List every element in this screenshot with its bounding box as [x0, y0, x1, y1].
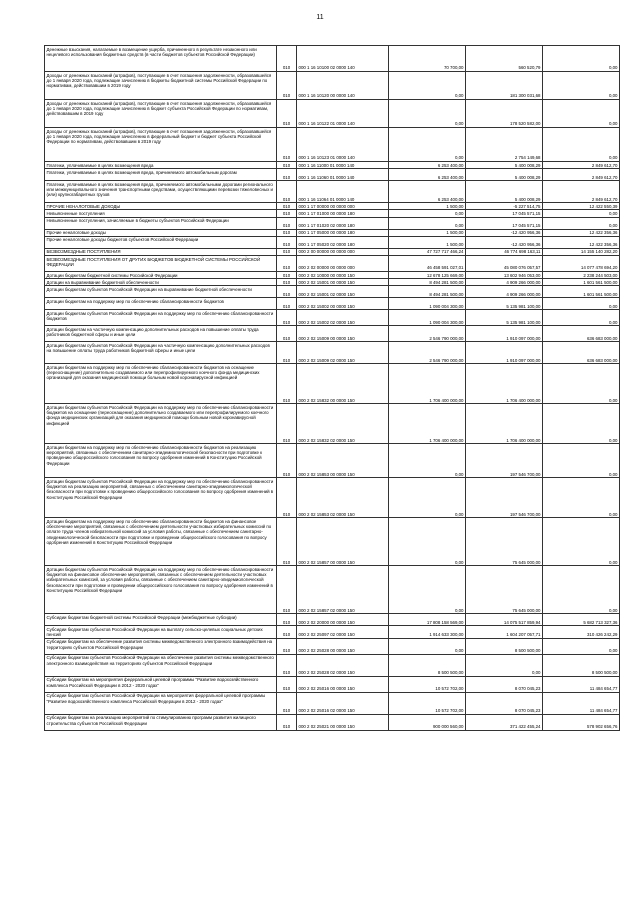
row-approved-cell: 1 090 004 300,00 — [389, 310, 466, 326]
row-kbk-cell: 000 1 16 11064 01 0000 140 — [297, 181, 389, 203]
row-name-cell: Субсидии бюджетам на мероприятия федеральной целевой программы "Развитие водохозяйственного комплекса Российской Федерации в 2012 - 2020 годах" — [45, 676, 277, 692]
table-row — [45, 229, 620, 236]
row-kbk-cell: 000 2 02 15009 00 0000 150 — [297, 326, 389, 342]
row-approved-cell: 2 546 790 000,00 — [389, 342, 466, 364]
row-approved-cell: 0,00 — [389, 72, 466, 100]
row-unexecuted-cell: 310 426 242,29 — [543, 626, 620, 638]
row-approved-cell: 1 706 400 000,00 — [389, 404, 466, 444]
row-unexecuted-cell: 0,00 — [543, 210, 620, 217]
row-code-cell: 010 — [277, 404, 297, 444]
row-executed-cell: 5 400 008,29 — [466, 181, 543, 203]
row-approved-cell: 10 572 702,00 — [389, 676, 466, 692]
row-approved-cell: 1 500,00 — [389, 229, 466, 236]
row-unexecuted-cell: 0,00 — [543, 46, 620, 72]
row-code-cell: 010 — [277, 518, 297, 566]
row-name-cell: Дотации бюджетам субъектов Российской Федерации на поддержку мер по обеспечению сбалансированности бюджетов — [45, 310, 277, 326]
row-kbk-cell: 000 2 02 15853 02 0000 150 — [297, 478, 389, 518]
row-code-cell: 010 — [277, 236, 297, 248]
row-approved-cell: 0,00 — [389, 566, 466, 614]
row-approved-cell: 8 494 281 500,00 — [389, 279, 466, 286]
row-code-cell: 010 — [277, 714, 297, 730]
table-row — [45, 203, 620, 210]
row-code-cell: 010 — [277, 256, 297, 272]
row-unexecuted-cell: 0,00 — [543, 518, 620, 566]
row-approved-cell: 0,00 — [389, 100, 466, 128]
row-code-cell: 010 — [277, 162, 297, 169]
table-row — [45, 478, 620, 518]
row-executed-cell: 4 909 266 000,00 — [466, 279, 543, 286]
row-approved-cell: 47 727 717 466,24 — [389, 248, 466, 255]
row-kbk-cell: 000 2 02 25021 00 0000 150 — [297, 714, 389, 730]
table-row — [45, 169, 620, 181]
row-unexecuted-cell: 12 422 356,36 — [543, 236, 620, 248]
row-name-cell: Прочие неналоговые доходы — [45, 229, 277, 236]
row-name-cell: Невыясненные поступления — [45, 210, 277, 217]
row-executed-cell: 8 070 045,23 — [466, 676, 543, 692]
row-code-cell: 010 — [277, 310, 297, 326]
row-unexecuted-cell: 8 500 500,00 — [543, 654, 620, 676]
row-executed-cell: 75 645 000,00 — [466, 518, 543, 566]
table-row — [45, 256, 620, 272]
row-name-cell: Дотации бюджетам на частичную компенсацию дополнительных расходов на повышение оплаты труда работников бюджетной сферы и иные цели — [45, 326, 277, 342]
table-row — [45, 342, 620, 364]
row-name-cell: Дотации бюджетам на поддержку мер по обеспечению сбалансированности бюджетов на оснащение (переоснащение) дополнительно создаваемого или перепрофилируемого коечного фонда медицинских организаций для оказания медицинской помощи больным новой коронавирусной инфекцией — [45, 364, 277, 404]
row-unexecuted-cell: 636 683 000,00 — [543, 342, 620, 364]
row-kbk-cell: 000 2 02 15857 00 0000 150 — [297, 518, 389, 566]
row-approved-cell: 0,00 — [389, 217, 466, 229]
row-approved-cell: 0,00 — [389, 128, 466, 162]
row-executed-cell: 8 500 500,00 — [466, 638, 543, 654]
row-name-cell: Дотации бюджетам субъектов Российской Федерации на частичную компенсацию дополнительных расходов на повышение оплаты труда работников бюджетной сферы и иные цели — [45, 342, 277, 364]
row-approved-cell: 70 700,00 — [389, 46, 466, 72]
row-kbk-cell: 000 2 02 15832 00 0000 150 — [297, 364, 389, 404]
row-kbk-cell: 000 2 02 15001 02 0000 150 — [297, 286, 389, 298]
row-name-cell: БЕЗВОЗМЕЗДНЫЕ ПОСТУПЛЕНИЯ ОТ ДРУГИХ БЮДЖЕТОВ БЮДЖЕТНОЙ СИСТЕМЫ РОССИЙСКОЙ ФЕДЕРАЦИИ — [45, 256, 277, 272]
table-row — [45, 272, 620, 279]
row-unexecuted-cell: 2 849 612,70 — [543, 169, 620, 181]
row-executed-cell: 45 080 076 057,57 — [466, 256, 543, 272]
row-executed-cell: 1 910 097 000,00 — [466, 326, 543, 342]
row-name-cell: Дотации на выравнивание бюджетной обеспеченности — [45, 279, 277, 286]
row-kbk-cell: 000 2 02 25016 02 0000 150 — [297, 692, 389, 714]
row-executed-cell: -12 420 956,36 — [466, 236, 543, 248]
row-kbk-cell: 000 2 02 00000 00 0000 000 — [297, 256, 389, 272]
row-approved-cell: 10 572 702,00 — [389, 692, 466, 714]
row-name-cell: Доходы от денежных взысканий (штрафов), поступающие в счет погашения задолженности, образовавшейся до 1 января 2020 года, подлежащие зачислению в бюджеты бюджетной системы Российской Федерации по нормативам, действовавшим в 2019 году — [45, 72, 277, 100]
row-approved-cell: 1 914 633 300,00 — [389, 626, 466, 638]
row-code-cell: 010 — [277, 364, 297, 404]
table-row — [45, 248, 620, 255]
row-executed-cell: 13 602 946 053,00 — [466, 272, 543, 279]
row-executed-cell: 17 045 571,15 — [466, 210, 543, 217]
row-kbk-cell: 000 1 16 10100 02 0000 140 — [297, 46, 389, 72]
row-approved-cell: 2 546 790 000,00 — [389, 326, 466, 342]
table-row — [45, 210, 620, 217]
row-unexecuted-cell: 5 682 713 327,36 — [543, 614, 620, 626]
row-unexecuted-cell: 0,00 — [543, 566, 620, 614]
row-name-cell: Невыясненные поступления, зачисляемые в бюджеты субъектов Российской Федерации — [45, 217, 277, 229]
row-unexecuted-cell: 12 422 550,39 — [543, 203, 620, 210]
table-row — [45, 444, 620, 478]
row-approved-cell: 0,00 — [389, 210, 466, 217]
row-name-cell: Платежи, уплачиваемые в целях возмещения вреда, причиняемого автомобильным дорогам — [45, 169, 277, 181]
row-name-cell: Дотации бюджетам субъектов Российской Федерации на поддержку мер по обеспечению сбалансированности бюджетов на финансовое обеспечение мероприятий, связанных с обеспечением деятельности участковых избирательных комиссий, за условия работы, связанные с обеспечением санитарно-эпидемиологической безопасности при подготовке и проведении общероссийского голосования по вопросу одобрения изменений в Конституцию Российской Федерации — [45, 566, 277, 614]
table-row — [45, 518, 620, 566]
table-row — [45, 638, 620, 654]
row-approved-cell: 1 500,00 — [389, 203, 466, 210]
row-executed-cell: 560 520,79 — [466, 46, 543, 72]
row-kbk-cell: 000 1 16 10120 00 0000 140 — [297, 72, 389, 100]
row-unexecuted-cell: 0,00 — [543, 404, 620, 444]
row-executed-cell: 75 645 000,00 — [466, 566, 543, 614]
row-unexecuted-cell: 1 601 561 500,00 — [543, 279, 620, 286]
row-kbk-cell: 000 2 02 15002 02 0000 150 — [297, 310, 389, 326]
row-code-cell: 010 — [277, 342, 297, 364]
row-approved-cell: 1 090 004 300,00 — [389, 298, 466, 310]
row-code-cell: 010 — [277, 72, 297, 100]
row-approved-cell: 12 678 125 669,00 — [389, 272, 466, 279]
row-executed-cell: 181 300 031,68 — [466, 72, 543, 100]
row-kbk-cell: 000 1 17 00000 00 0000 000 — [297, 203, 389, 210]
row-executed-cell: 1 604 207 057,71 — [466, 626, 543, 638]
row-unexecuted-cell: 14 077 478 694,20 — [543, 256, 620, 272]
row-unexecuted-cell: 2 849 612,70 — [543, 162, 620, 169]
row-kbk-cell: 000 2 02 15832 02 0000 150 — [297, 404, 389, 444]
table-row — [45, 72, 620, 100]
table-row — [45, 654, 620, 676]
row-kbk-cell: 000 1 17 05000 00 0000 180 — [297, 229, 389, 236]
table-row — [45, 676, 620, 692]
row-name-cell: ПРОЧИЕ НЕНАЛОГОВЫЕ ДОХОДЫ — [45, 203, 277, 210]
row-unexecuted-cell: 0,00 — [543, 444, 620, 478]
row-code-cell: 010 — [277, 444, 297, 478]
row-code-cell: 010 — [277, 203, 297, 210]
row-executed-cell: 4 909 266 000,00 — [466, 286, 543, 298]
row-approved-cell: 900 000 560,00 — [389, 714, 466, 730]
table-row — [45, 279, 620, 286]
row-executed-cell: 5 400 008,29 — [466, 162, 543, 169]
row-code-cell: 010 — [277, 638, 297, 654]
row-code-cell: 010 — [277, 248, 297, 255]
row-name-cell: Субсидии бюджетам субъектов Российской Федерации на обеспечение развития системы межведомственного электронного взаимодействия на территориях субъектов Российской Федерации — [45, 654, 277, 676]
row-executed-cell: 197 546 700,00 — [466, 444, 543, 478]
row-kbk-cell: 000 2 02 20000 00 0000 150 — [297, 614, 389, 626]
row-name-cell: Платежи, уплачиваемые в целях возмещения вреда — [45, 162, 277, 169]
row-approved-cell: 8 500 500,00 — [389, 654, 466, 676]
row-approved-cell: 8 494 281 500,00 — [389, 286, 466, 298]
row-name-cell: Дотации бюджетам субъектов Российской Федерации на поддержку мер по обеспечению сбалансированности бюджетов на реализацию мероприятий, связанных с обеспечением санитарно-эпидемиологической безопасности при подготовке к проведению общероссийского голосования по вопросу одобрения изменений в Конституцию Российской Федерации — [45, 478, 277, 518]
row-name-cell: Субсидии бюджетам субъектов Российской Федерации на мероприятия федеральной целевой программы "Развитие водохозяйственного комплекса Российской Федерации в 2012 - 2020 годах" — [45, 692, 277, 714]
budget-revenue-table — [44, 45, 620, 731]
row-unexecuted-cell: 11 484 654,77 — [543, 692, 620, 714]
row-approved-cell: 0,00 — [389, 444, 466, 478]
row-executed-cell: 1 706 400 000,00 — [466, 364, 543, 404]
row-unexecuted-cell: 0,00 — [543, 638, 620, 654]
table-row — [45, 100, 620, 128]
row-code-cell: 010 — [277, 100, 297, 128]
row-code-cell: 010 — [277, 566, 297, 614]
row-kbk-cell: 000 1 17 01020 02 0000 180 — [297, 217, 389, 229]
row-approved-cell: 0,00 — [389, 518, 466, 566]
row-kbk-cell: 000 2 02 15009 02 0000 150 — [297, 342, 389, 364]
row-unexecuted-cell: 0,00 — [543, 364, 620, 404]
row-code-cell: 010 — [277, 217, 297, 229]
row-name-cell: Доходы от денежных взысканий (штрафов), поступающие в счет погашения задолженности, образовавшейся до 1 января 2020 года, подлежащие зачислению в бюджет субъекта Российской Федерации по нормативам, действовавшим в 2019 году — [45, 100, 277, 128]
table-row — [45, 566, 620, 614]
table-row — [45, 364, 620, 404]
row-executed-cell: 8 070 045,23 — [466, 692, 543, 714]
table-row — [45, 614, 620, 626]
row-name-cell: Дотации бюджетам субъектов Российской Федерации на поддержку мер по обеспечению сбалансированности бюджетов на оснащение (переоснащение) дополнительно создаваемого или перепрофилируемого коечного фонда медицинских организаций для оказания медицинской помощи больным новой коронавирусной инфекцией — [45, 404, 277, 444]
row-name-cell: Субсидии бюджетам субъектов Российской Федерации на выплату сельско-целевых социальных детских пенсий — [45, 626, 277, 638]
row-code-cell: 010 — [277, 326, 297, 342]
row-code-cell: 010 — [277, 298, 297, 310]
row-kbk-cell: 000 1 16 11000 01 0000 140 — [297, 162, 389, 169]
row-unexecuted-cell: 578 902 656,76 — [543, 714, 620, 730]
row-kbk-cell: 000 2 02 25097 02 0000 150 — [297, 626, 389, 638]
row-executed-cell: 5 400 008,29 — [466, 169, 543, 181]
row-name-cell: БЕЗВОЗМЕЗДНЫЕ ПОСТУПЛЕНИЯ — [45, 248, 277, 255]
row-executed-cell: 14 075 517 859,94 — [466, 614, 543, 626]
table-row — [45, 217, 620, 229]
row-code-cell: 010 — [277, 286, 297, 298]
row-kbk-cell: 000 1 16 10122 01 0000 140 — [297, 100, 389, 128]
row-executed-cell: 17 045 571,15 — [466, 217, 543, 229]
row-name-cell: Дотации бюджетам на поддержку мер по обеспечению сбалансированности бюджетов на финансовое обеспечение мероприятий, связанных с обеспечением деятельности участковых избирательных комиссий по оплате труда членов избирательной комиссий за условия работы, связанные с обеспечением санитарно-эпидемиологической безопасности при подготовке и проведении общероссийского голосования по вопросу одобрения изменений в Конституцию Российской Федерации — [45, 518, 277, 566]
table-row — [45, 128, 620, 162]
row-executed-cell: 5 135 981 100,00 — [466, 298, 543, 310]
row-executed-cell: 1 706 400 000,00 — [466, 404, 543, 444]
row-unexecuted-cell: 0,00 — [543, 217, 620, 229]
row-executed-cell: 2 754 149,68 — [466, 128, 543, 162]
row-unexecuted-cell: 0,00 — [543, 478, 620, 518]
row-executed-cell: 5 135 981 100,00 — [466, 310, 543, 326]
row-approved-cell: 6 253 400,00 — [389, 181, 466, 203]
row-code-cell: 010 — [277, 692, 297, 714]
row-kbk-cell: 000 2 02 10000 00 0000 150 — [297, 272, 389, 279]
row-unexecuted-cell: 1 601 561 500,00 — [543, 286, 620, 298]
row-unexecuted-cell: 0,00 — [543, 100, 620, 128]
row-kbk-cell: 000 2 02 25028 00 0000 150 — [297, 638, 389, 654]
row-code-cell: 010 — [277, 654, 297, 676]
row-unexecuted-cell: 11 484 654,77 — [543, 676, 620, 692]
row-name-cell: Денежные взыскания, налагаемые в возмещение ущерба, причиненного в результате незаконного или нецелевого использования бюджетных средств (в части бюджетов субъектов Российской Федерации) — [45, 46, 277, 72]
row-kbk-cell: 000 2 02 15857 02 0000 150 — [297, 566, 389, 614]
row-name-cell: Прочие неналоговые доходы бюджетов субъектов Российской Федерации — [45, 236, 277, 248]
table-row — [45, 692, 620, 714]
table-row — [45, 286, 620, 298]
table-row — [45, 46, 620, 72]
row-unexecuted-cell: 0,00 — [543, 298, 620, 310]
row-unexecuted-cell: 12 422 356,36 — [543, 229, 620, 236]
row-executed-cell: -5 227 514,75 — [466, 203, 543, 210]
table-body — [45, 46, 620, 731]
table-row — [45, 404, 620, 444]
row-kbk-cell: 000 2 00 00000 00 0000 000 — [297, 248, 389, 255]
row-code-cell: 010 — [277, 229, 297, 236]
row-executed-cell: 371 422 455,24 — [466, 714, 543, 730]
row-unexecuted-cell: 2 849 612,70 — [543, 181, 620, 203]
row-kbk-cell: 000 1 16 11060 01 0000 140 — [297, 169, 389, 181]
row-code-cell: 010 — [277, 46, 297, 72]
row-approved-cell: 0,00 — [389, 638, 466, 654]
row-kbk-cell: 000 2 02 25016 00 0000 150 — [297, 676, 389, 692]
row-unexecuted-cell: 0,00 — [543, 128, 620, 162]
row-kbk-cell: 000 2 02 15002 00 0000 150 — [297, 298, 389, 310]
row-unexecuted-cell: 2 238 244 503,00 — [543, 272, 620, 279]
row-name-cell: Доходы от денежных взысканий (штрафов), поступающие в счет погашения задолженности, образовавшейся до 1 января 2020 года, подлежащие зачислению в федеральный бюджет и бюджет субъекта Российской Федерации по нормативам, действовавшим в 2019 году — [45, 128, 277, 162]
row-executed-cell: 0,00 — [466, 654, 543, 676]
row-name-cell: Дотации бюджетам бюджетной системы Российской Федерации — [45, 272, 277, 279]
row-code-cell: 010 — [277, 626, 297, 638]
row-approved-cell: 46 458 591 027,01 — [389, 256, 466, 272]
row-code-cell: 010 — [277, 128, 297, 162]
row-approved-cell: 0,00 — [389, 478, 466, 518]
table-row — [45, 714, 620, 730]
table-row — [45, 626, 620, 638]
row-name-cell: Платежи, уплачиваемые в целях возмещения вреда, причиняемого автомобильными дорогами регионального или межмуниципального значения транспортными средствами, осуществляющими перевозки тяжеловесных и (или) крупногабаритных грузов — [45, 181, 277, 203]
table-row — [45, 162, 620, 169]
row-code-cell: 010 — [277, 676, 297, 692]
row-kbk-cell: 000 2 02 15001 00 0000 150 — [297, 279, 389, 286]
row-code-cell: 010 — [277, 169, 297, 181]
row-name-cell: Субсидии бюджетам на обеспечение развития системы межведомственного электронного взаимодействия на территориях субъектов Российской Федерации — [45, 638, 277, 654]
row-executed-cell: 1 910 097 000,00 — [466, 342, 543, 364]
row-name-cell: Субсидии бюджетам бюджетной системы Российской Федерации (межбюджетные субсидии) — [45, 614, 277, 626]
row-name-cell: Дотации бюджетам субъектов Российской Федерации на выравнивание бюджетной обеспеченности — [45, 286, 277, 298]
table-row — [45, 298, 620, 310]
table-row — [45, 326, 620, 342]
row-name-cell: Субсидии бюджетам на реализацию мероприятий по стимулированию программ развития жилищного строительства субъектов Российской Федерации — [45, 714, 277, 730]
table-row — [45, 181, 620, 203]
row-kbk-cell: 000 1 17 05020 02 0000 180 — [297, 236, 389, 248]
row-unexecuted-cell: 0,00 — [543, 72, 620, 100]
row-approved-cell: 6 253 400,00 — [389, 162, 466, 169]
row-approved-cell: 1 706 400 000,00 — [389, 364, 466, 404]
row-code-cell: 010 — [277, 181, 297, 203]
row-name-cell: Дотации бюджетам на поддержку мер по обеспечению сбалансированности бюджетов на реализацию мероприятий, связанных с обеспечением санитарно-эпидемиологической безопасности при подготовке к проведению общероссийского голосования по вопросу одобрения изменений в Конституцию Российской Федерации — [45, 444, 277, 478]
page-number: 11 — [316, 14, 324, 21]
row-executed-cell: -12 420 956,36 — [466, 229, 543, 236]
row-executed-cell: 46 774 698 163,11 — [466, 248, 543, 255]
row-unexecuted-cell: 0,00 — [543, 310, 620, 326]
row-code-cell: 010 — [277, 272, 297, 279]
row-kbk-cell: 000 1 17 01000 00 0000 180 — [297, 210, 389, 217]
row-approved-cell: 17 808 158 569,00 — [389, 614, 466, 626]
table-row — [45, 236, 620, 248]
row-unexecuted-cell: 14 155 140 282,20 — [543, 248, 620, 255]
row-kbk-cell: 000 2 02 25028 02 0000 150 — [297, 654, 389, 676]
row-approved-cell: 1 500,00 — [389, 236, 466, 248]
row-code-cell: 010 — [277, 279, 297, 286]
row-code-cell: 010 — [277, 478, 297, 518]
table-row — [45, 310, 620, 326]
row-code-cell: 010 — [277, 614, 297, 626]
row-approved-cell: 6 253 400,00 — [389, 169, 466, 181]
row-executed-cell: 197 546 700,00 — [466, 478, 543, 518]
row-name-cell: Дотации бюджетам на поддержку мер по обеспечению сбалансированности бюджетов — [45, 298, 277, 310]
row-unexecuted-cell: 636 683 000,00 — [543, 326, 620, 342]
row-kbk-cell: 000 2 02 15853 00 0000 150 — [297, 444, 389, 478]
row-code-cell: 010 — [277, 210, 297, 217]
row-executed-cell: 178 520 582,00 — [466, 100, 543, 128]
row-kbk-cell: 000 1 16 10123 01 0000 140 — [297, 128, 389, 162]
